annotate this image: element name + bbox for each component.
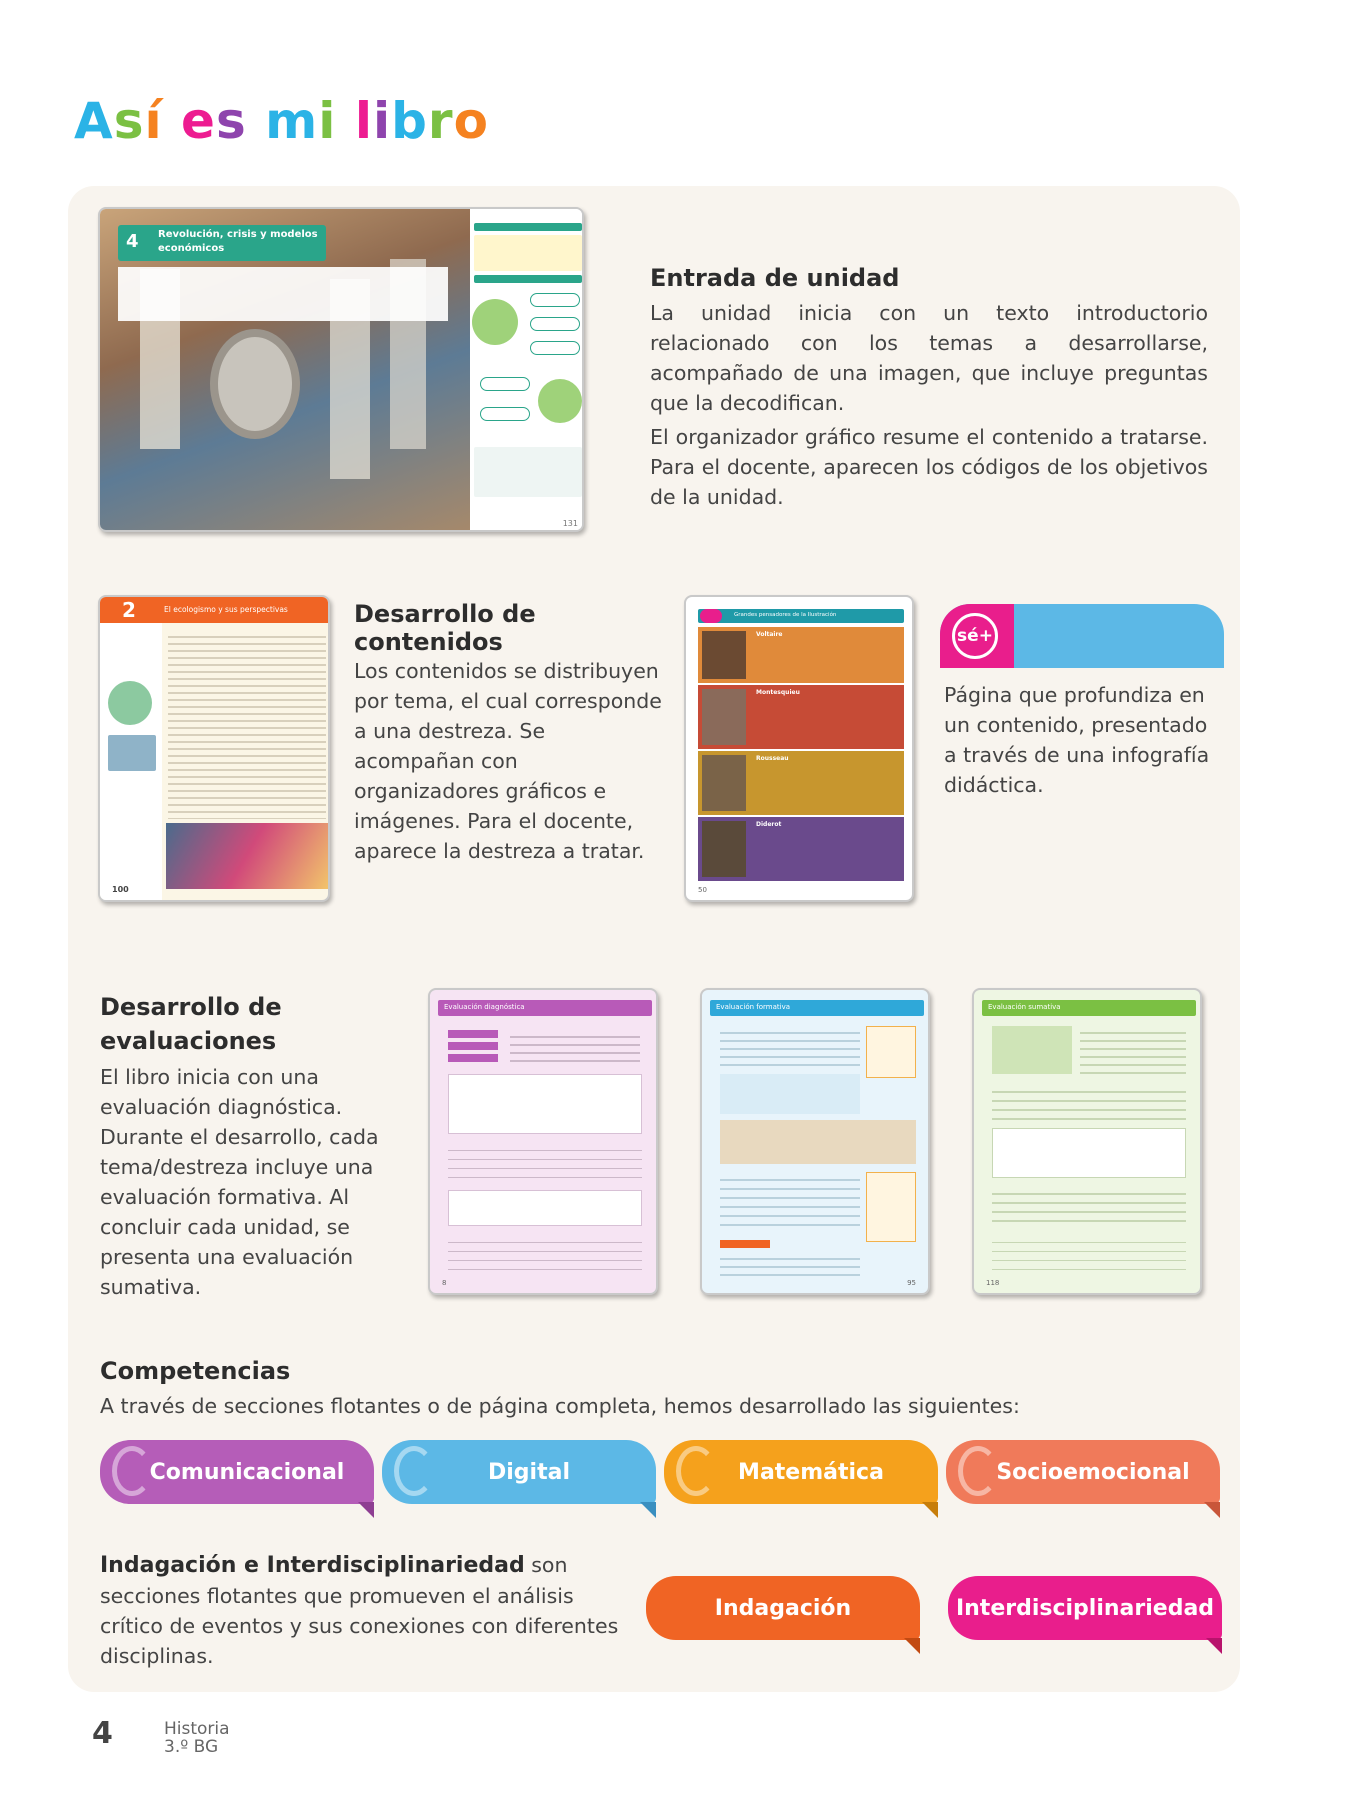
formative-evaluation-page-number: 95 [907,1279,916,1287]
intro-text-block [118,267,448,321]
title-letter [163,92,181,150]
unit-title-bar [118,225,326,261]
inquiry-banner-interdisciplinariedad [948,1576,1222,1640]
unit-entry-paragraph-1: La unidad inicia con un texto introductorio relacionado con los temas a desarrollarse, acompañado de una imagen, que incluye preguntas que la decodifican. [650,301,1208,415]
title-letter: A [74,92,114,150]
title-letter: s [113,92,145,150]
competency-label: Socioemocional [996,1459,1190,1485]
infographic-name-4: Diderot [756,821,782,828]
summative-evaluation-thumbnail [972,988,1202,1295]
topic-title-bar [100,597,330,623]
evaluations-heading-line-2: evaluaciones [100,1027,277,1055]
infographic-name-2: Montesquieu [756,689,800,696]
competency-label: Matemática [738,1459,884,1485]
title-letter [336,92,354,150]
page-number: 4 [92,1716,113,1751]
summative-evaluation-title: Evaluación sumativa [988,1003,1061,1011]
unit-entry-section [650,264,1208,512]
footer-subject-name: Historia [164,1719,230,1739]
inquiry-label: Interdisciplinariedad [955,1595,1215,1621]
competency-label: Comunicacional [149,1459,345,1485]
banner-tail [904,1638,920,1654]
competency-banner-matemática [664,1440,938,1504]
banner-tail [358,1502,374,1518]
title-letter: í [144,92,163,150]
competency-banner-comunicacional [100,1440,374,1504]
content-development-thumbnail [98,595,330,902]
diagnostic-evaluation-page-number: 8 [442,1279,447,1287]
content-development-text: Los contenidos se distribuyen por tema, el cual corresponde a una destreza. Se acompañan con organizadores gráficos e imágenes. Para el docente, aparece la destreza a tratar. [354,659,662,863]
infographic-name-1: Voltaire [756,631,783,638]
banner-tail [922,1502,938,1518]
unit-title: Revolución, crisis y modelos económicos [158,229,318,254]
se-mas-banner [940,604,1224,668]
diagnostic-evaluation-thumbnail [428,988,658,1295]
competency-banner-socioemocional [946,1440,1220,1504]
infographic-page-number: 50 [698,886,707,894]
title-letter: i [372,92,392,150]
content-development-heading: Desarrollo de contenidos [354,600,536,656]
organizer-column [470,209,584,532]
formative-parchment [720,1120,916,1164]
diagnostic-evaluation-title: Evaluación diagnóstica [444,1003,525,1011]
inquiry-bold-text: Indagación e Interdisciplinariedad [100,1553,525,1578]
topic-number: 2 [122,598,136,622]
summative-evaluation-page-number: 118 [986,1279,1000,1287]
competencies-intro: A través de secciones flotantes o de página completa, hemos desarrollado las siguientes: [100,1394,1020,1418]
evaluations-heading-line-1: Desarrollo de [100,993,282,1021]
title-letter: b [391,92,428,150]
footer-grade: 3.º BG [164,1737,219,1757]
formative-evaluation-title: Evaluación formativa [716,1003,790,1011]
inquiry-label: Indagación [714,1595,852,1621]
competency-label: Digital [488,1459,570,1485]
footer-subject [164,1720,230,1756]
protest-photo [166,823,328,889]
infographic-thumbnail [684,595,914,902]
competencies-section [100,1357,1200,1421]
content-development-section [354,600,664,866]
competencies-heading: Competencias [100,1357,291,1385]
title-letter: l [354,92,373,150]
content-page-number: 100 [112,885,129,894]
evaluations-section [100,990,390,1302]
competency-c-icon [394,1446,434,1496]
inquiry-section [100,1550,620,1671]
title-letter [247,92,265,150]
se-mas-section [944,680,1216,800]
title-letter: i [318,92,337,150]
title-letter: m [265,92,319,150]
competency-c-icon [676,1446,716,1496]
infographic-title: Grandes pensadores de la Ilustración [734,612,837,618]
unit-number: 4 [126,231,139,252]
page-title [74,92,489,150]
infographic-name-3: Rousseau [756,755,789,762]
unit-entry-heading: Entrada de unidad [650,264,900,292]
competency-c-icon [112,1446,152,1496]
competency-c-icon [958,1446,998,1496]
banner-tail [1206,1638,1222,1654]
banner-tail [1204,1502,1220,1518]
title-letter: e [181,92,216,150]
se-mas-badge-text: sé+ [957,626,993,646]
formative-evaluation-thumbnail [700,988,930,1295]
infographic-title-bar [698,609,904,623]
unit-entry-page-number: 131 [562,519,578,528]
title-letter: s [215,92,247,150]
evaluations-text: El libro inicia con una evaluación diagnóstica. Durante el desarrollo, cada tema/destreza incluye una evaluación formativa. Al concluir cada unidad, se presenta una evaluación sumativa. [100,1065,379,1299]
se-mas-text: Página que profundiza en un contenido, presentado a través de una infografía didáctica. [944,683,1210,797]
unit-entry-thumbnail [98,207,584,532]
title-letter: o [453,92,489,150]
inquiry-banner-indagación [646,1576,920,1640]
unit-entry-paragraph-2: El organizador gráfico resume el contenido a tratarse. Para el docente, aparecen los códigos de los objetivos de la unidad. [650,425,1208,509]
title-letter: r [427,92,454,150]
banner-tail [640,1502,656,1518]
se-mas-badge [952,613,998,659]
topic-title: El ecologismo y sus perspectivas [164,605,288,614]
inquiry-text: son secciones flotantes que promueven el análisis crítico de eventos y sus conexiones con diferentes disciplinas. [100,1553,619,1668]
competency-banner-digital [382,1440,656,1504]
